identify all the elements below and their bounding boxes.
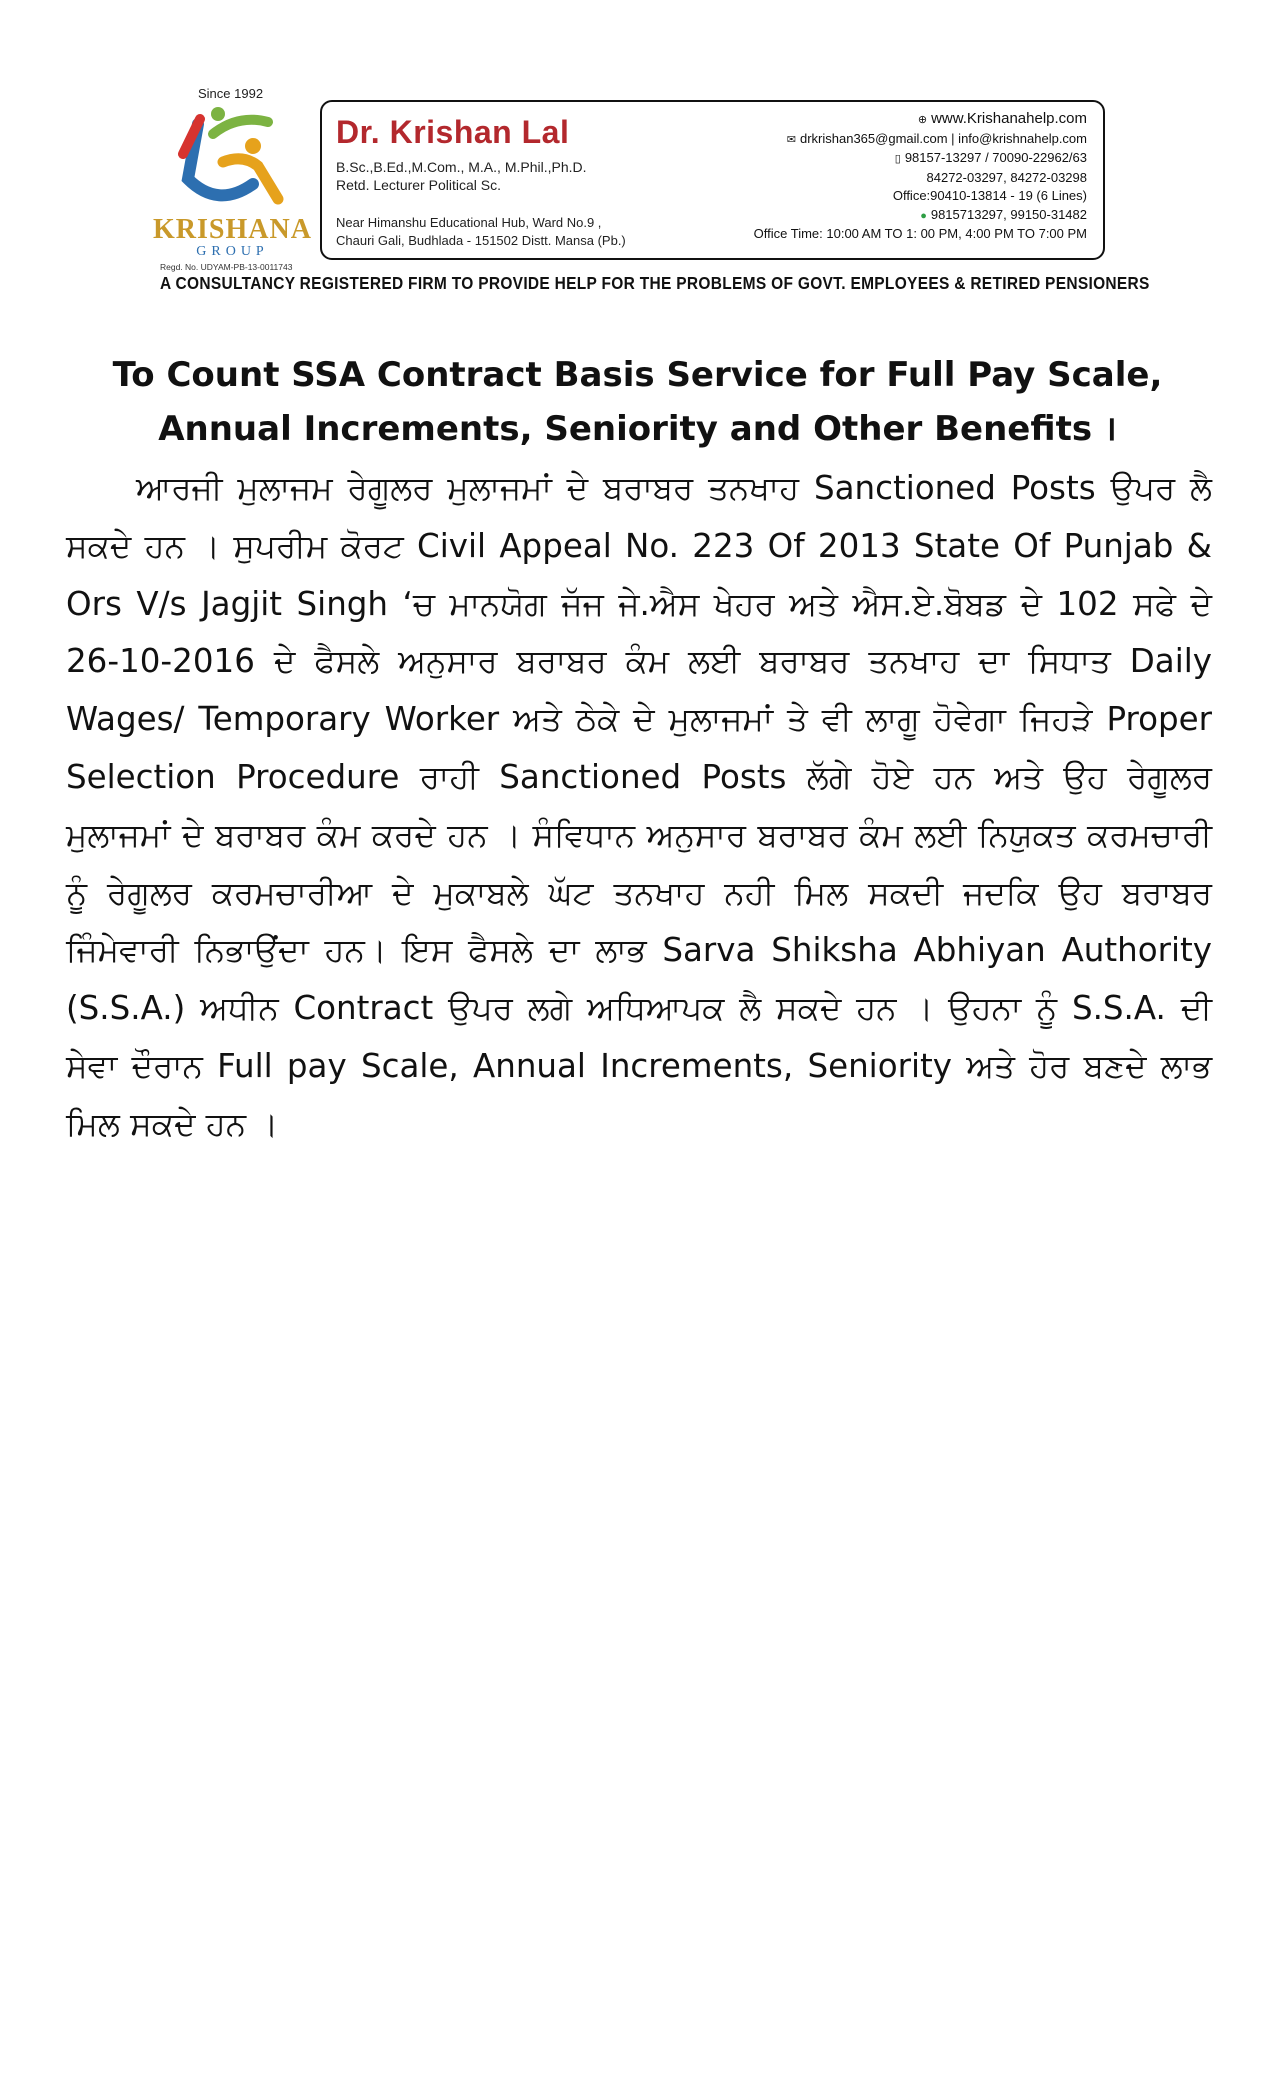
office-time: Office Time: 10:00 AM TO 1: 00 PM, 4:00 PM TO 7:00 PM (753, 226, 1087, 241)
krishana-group-logo (150, 84, 315, 284)
address-block (336, 214, 626, 250)
office-phone: Office:90410-13814 - 19 (6 Lines) (892, 188, 1087, 203)
address-line-1: Near Himanshu Educational Hub, Ward No.9 , (336, 215, 602, 230)
globe-icon: ⊕ (917, 114, 928, 126)
since-label: Since 1992 (198, 86, 264, 101)
qualifications-block (336, 158, 587, 194)
doctor-name: Dr. Krishan Lal (336, 114, 570, 150)
title-line-2: Annual Increments, Seniority and Other Benefits । (158, 409, 1117, 449)
title-line-1: To Count SSA Contract Basis Service for Full Pay Scale, (112, 355, 1163, 395)
designation: Retd. Lecturer Political Sc. (336, 177, 501, 193)
phone-numbers-2: 84272-03297, 84272-03298 (926, 169, 1087, 185)
mail-icon: ✉ (786, 133, 796, 146)
brand-name: KRISHANA (153, 214, 312, 245)
body-paragraph: ਆਰਜੀ ਮੁਲਾਜਮ ਰੇਗੂਲਰ ਮੁਲਾਜਮਾਂ ਦੇ ਬਰਾਬਰ ਤਨਖਾਹ Sanctioned Posts ਉਪਰ ਲੈ ਸਕਦੇ ਹਨ । ਸੁਪਰੀਮ ਕੋਰਟ Civil Appeal No. 223 Of 2013 State Of Punjab & Ors V/s Jagjit Singh ‘ਚ ਮਾਨਯੋਗ ਜੱਜ ਜੇ.ਐਸ ਖੇਹਰ ਅਤੇ ਐਸ.ਏ.ਬੋਬਡ ਦੇ 102 ਸਫੇ ਦੇ 26-10-2016 ਦੇ ਫੈਸਲੇ ਅਨੁਸਾਰ ਬਰਾਬਰ ਕੰਮ ਲਈ ਬਰਾਬਰ ਤਨਖਾਹ ਦਾ ਸਿਧਾਤ Daily Wages/ Temporary Worker ਅਤੇ ਠੇਕੇ ਦੇ ਮੁਲਾਜਮਾਂ ਤੇ ਵੀ ਲਾਗੂ ਹੋਵੇਗਾ ਜਿਹੜੇ Proper Selection Procedure ਰਾਹੀ Sanctioned Posts ਲੱਗੇ ਹੋਏ ਹਨ ਅਤੇ ਉਹ ਰੇਗੂਲਰ ਮੁਲਾਜਮਾਂ ਦੇ ਬਰਾਬਰ ਕੰਮ ਕਰਦੇ ਹਨ । ਸੰਵਿਧਾਨ ਅਨੁਸਾਰ ਬਰਾਬਰ ਕੰਮ ਲਈ ਨਿਯੁਕਤ ਕਰਮਚਾਰੀ ਨੂੰ ਰੇਗੂਲਰ ਕਰਮਚਾਰੀਆ ਦੇ ਮੁਕਾਬਲੇ ਘੱਟ ਤਨਖਾਹ ਨਹੀ ਮਿਲ ਸਕਦੀ ਜਦਕਿ ਉਹ ਬਰਾਬਰ ਜਿੰਮੇਵਾਰੀ ਨਿਭਾਉਂਦਾ ਹਨ। ਇਸ ਫੈਸਲੇ ਦਾ ਲਾਭ Sarva Shiksha Abhiyan Authority (S.S.A.) ਅਧੀਨ Contract ਉਪਰ ਲਗੇ ਅਧਿਆਪਕ ਲੈ ਸਕਦੇ ਹਨ । ਉਹਨਾ ਨੂੰ S.S.A. ਦੀ ਸੇਵਾ ਦੌਰਾਨ Full pay Scale, Annual Increments, Seniority ਅਤੇ ਹੋਰ ਬਣਦੇ ਲਾਭ ਮਿਲ ਸਕਦੇ ਹਨ । (66, 469, 1212, 1143)
address-line-2: Chauri Gali, Budhlada - 151502 Distt. Mansa (Pb.) (336, 233, 626, 248)
firm-tagline: A CONSULTANCY REGISTERED FIRM TO PROVIDE HELP FOR THE PROBLEMS OF GOVT. EMPLOYEES & RETIRED PENSIONERS (160, 274, 1150, 294)
contact-details (707, 110, 1087, 244)
qualifications: B.Sc.,B.Ed.,M.Com., M.A., M.Phil.,Ph.D. (336, 159, 587, 175)
whatsapp-numbers: 9815713297, 99150-31482 (930, 206, 1087, 222)
brand-subtitle: GROUP (196, 244, 269, 259)
registration-number: Regd. No. UDYAM-PB-13-0011743 (160, 262, 293, 272)
letterhead (150, 84, 1150, 304)
website-link[interactable]: www.Krishanahelp.com (931, 110, 1087, 127)
document-title (60, 348, 1215, 456)
email-links[interactable]: drkrishan365@gmail.com | info@krishnahelp.com (799, 130, 1087, 146)
whatsapp-icon: ● (920, 209, 927, 222)
logo-figure-icon (158, 104, 308, 214)
phone-icon: ▯ (894, 153, 901, 165)
phone-numbers-1: 98157-13297 / 70090-22962/63 (904, 150, 1087, 165)
contact-card (320, 100, 1105, 260)
